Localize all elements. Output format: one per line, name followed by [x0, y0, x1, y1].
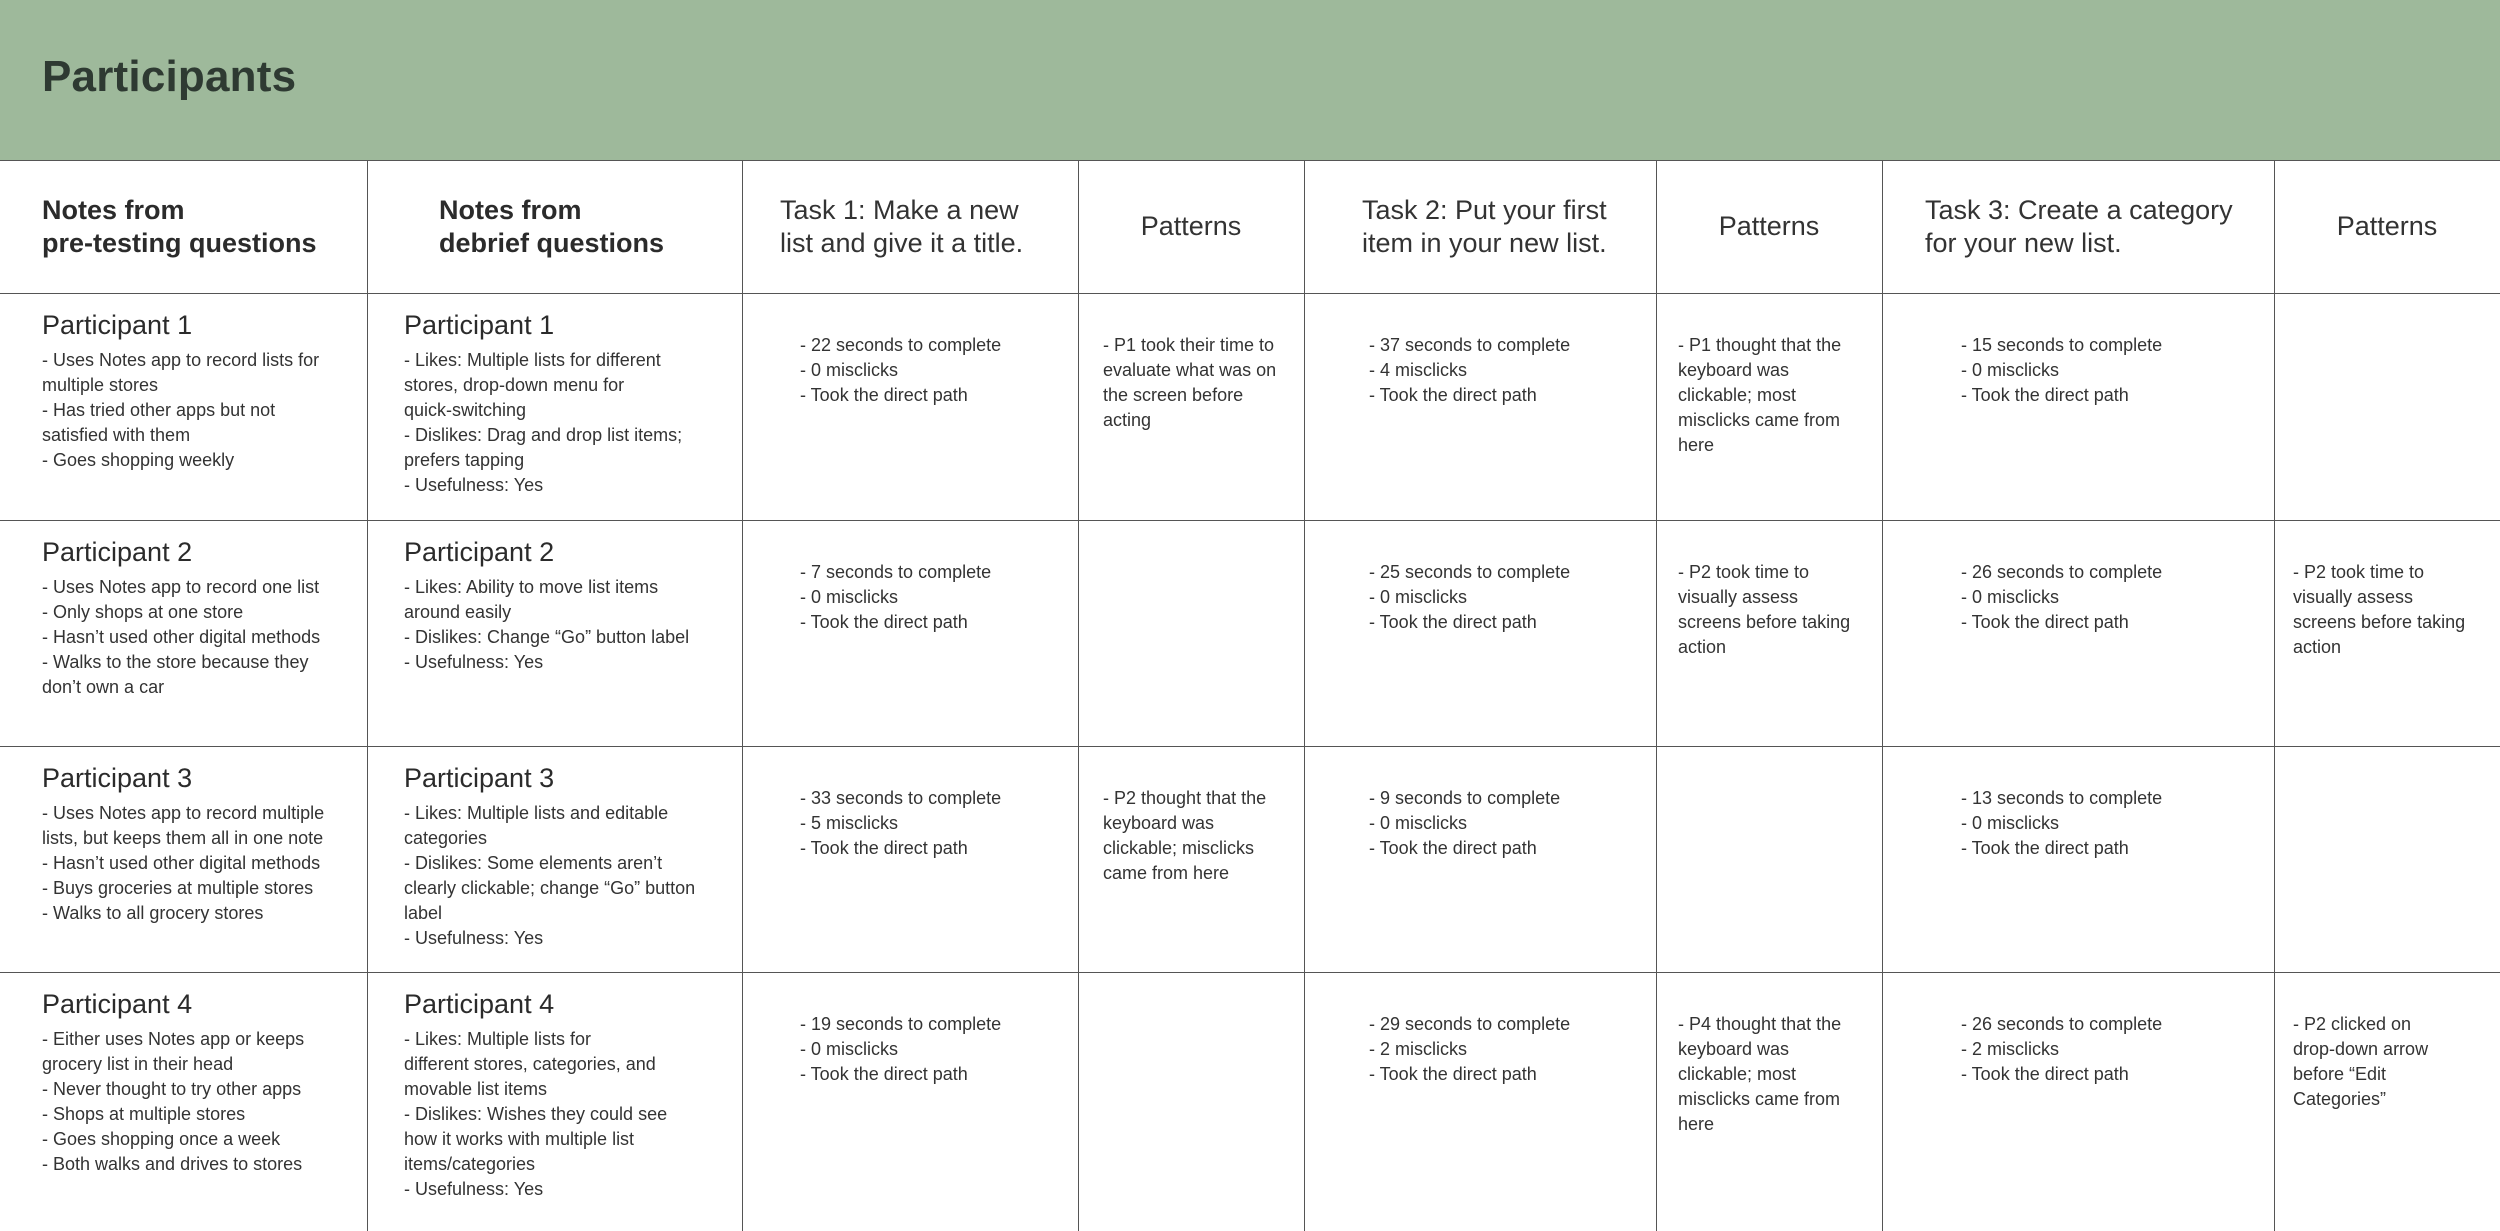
cell-text-line: - Either uses Notes app or keeps [42, 1029, 305, 1049]
column-divider [1882, 160, 1883, 1231]
table-cell-task3 [1961, 333, 2266, 408]
cell-text-line: - Walks to the store because they [42, 652, 309, 672]
cell-text-line: - P2 clicked on [2293, 1014, 2412, 1034]
cell-text-line: - Dislikes: Some elements aren’t [404, 853, 663, 873]
cell-text-line: - Usefulness: Yes [404, 1179, 544, 1199]
cell-text-line: how it works with multiple list [404, 1129, 635, 1149]
cell-text-line: the screen before [1103, 385, 1244, 405]
cell-text-line: - Hasn’t used other digital methods [42, 853, 321, 873]
cell-text-line: - Goes shopping weekly [42, 450, 235, 470]
cell-text-line: grocery list in their head [42, 1054, 234, 1074]
table-cell-debrief [404, 535, 734, 675]
cell-text-line: keyboard was [1678, 360, 1790, 380]
cell-text-line: - Walks to all grocery stores [42, 903, 264, 923]
column-header-label: Notes from debrief questions [439, 194, 665, 258]
row-divider [0, 746, 2500, 747]
table-cell-patterns3 [2293, 1012, 2492, 1112]
cell-text-line: - Took the direct path [800, 612, 968, 632]
cell-text-line: - Took the direct path [1369, 838, 1537, 858]
cell-text-line: visually assess [1678, 587, 1799, 607]
cell-text-line: - Both walks and drives to stores [42, 1154, 303, 1174]
cell-text-line: - 19 seconds to complete [800, 1014, 1002, 1034]
cell-text-line: prefers tapping [404, 450, 525, 470]
cell-text-line: - Usefulness: Yes [404, 928, 544, 948]
cell-text-line: clickable; most [1678, 1064, 1797, 1084]
cell-text-line: - P2 took time to [2293, 562, 2425, 582]
cell-text-line: - 26 seconds to complete [1961, 1014, 2163, 1034]
cell-text-line: misclicks came from [1678, 410, 1841, 430]
cell-text-line: acting [1103, 410, 1152, 430]
column-divider [1078, 160, 1079, 1231]
cell-text-line: - 26 seconds to complete [1961, 562, 2163, 582]
row-divider [0, 293, 2500, 294]
column-header [439, 160, 732, 293]
cell-text-line: came from here [1103, 863, 1230, 883]
column-header-label: Patterns [1140, 211, 1242, 241]
cell-text-line: - 2 misclicks [1961, 1039, 2059, 1059]
cell-text-line: - Took the direct path [1961, 612, 2129, 632]
cell-text-line: - 0 misclicks [800, 587, 898, 607]
cell-text-line: here [1678, 1114, 1715, 1134]
table-cell-patterns2 [1678, 333, 1874, 458]
column-header [1656, 160, 1882, 293]
cell-text-line: - 2 misclicks [1369, 1039, 1467, 1059]
cell-text-line: - Likes: Multiple lists for different [404, 350, 661, 370]
column-divider [742, 160, 743, 1231]
cell-text-line: clearly clickable; change “Go” button [404, 878, 696, 898]
cell-text-line: keyboard was [1678, 1039, 1790, 1059]
cell-text-line: around easily [404, 602, 512, 622]
cell-text-line: - 22 seconds to complete [800, 335, 1002, 355]
table-cell-patterns1 [1103, 786, 1296, 886]
cell-text-line: - Uses Notes app to record lists for [42, 350, 320, 370]
table-cell-debrief [404, 987, 734, 1202]
column-header-label: Patterns [2336, 211, 2438, 241]
table-cell-task3 [1961, 1012, 2266, 1087]
participant-name: Participant 4 [404, 989, 555, 1019]
cell-text-line: multiple stores [42, 375, 159, 395]
cell-text-line: - Only shops at one store [42, 602, 244, 622]
table-cell-task1 [800, 560, 1070, 635]
cell-text-line: screens before taking [1678, 612, 1851, 632]
cell-text-line: evaluate what was on [1103, 360, 1277, 380]
page-title: Participants [42, 52, 297, 101]
row-divider [0, 520, 2500, 521]
column-header-label: Task 3: Create a category for your new list. [1925, 194, 2233, 258]
column-divider [1656, 160, 1657, 1231]
participant-name: Participant 3 [404, 763, 555, 793]
column-header-label: Patterns [1718, 211, 1820, 241]
cell-text-line: - Took the direct path [1961, 385, 2129, 405]
cell-text-line: screens before taking [2293, 612, 2466, 632]
header-banner [0, 0, 2500, 160]
cell-text-line: satisfied with them [42, 425, 191, 445]
cell-text-line: visually assess [2293, 587, 2414, 607]
cell-text-line: don’t own a car [42, 677, 165, 697]
cell-text-line: - 4 misclicks [1369, 360, 1467, 380]
cell-text-line: - 0 misclicks [1961, 813, 2059, 833]
cell-text-line: - Uses Notes app to record multiple [42, 803, 325, 823]
cell-text-line: - 0 misclicks [1369, 813, 1467, 833]
cell-text-line: - Uses Notes app to record one list [42, 577, 320, 597]
cell-text-line: - 0 misclicks [1369, 587, 1467, 607]
table-cell-task2 [1369, 786, 1648, 861]
table-cell-task3 [1961, 786, 2266, 861]
table-cell-task1 [800, 786, 1070, 861]
table-cell-task2 [1369, 333, 1648, 408]
table-cell-pre [42, 761, 359, 926]
cell-text-line: - 0 misclicks [1961, 360, 2059, 380]
cell-text-line: - Took the direct path [800, 838, 968, 858]
cell-text-line: - 0 misclicks [1961, 587, 2059, 607]
participant-name: Participant 4 [42, 989, 193, 1019]
cell-text-line: Categories” [2293, 1089, 2387, 1109]
table-cell-task2 [1369, 560, 1648, 635]
column-divider [1304, 160, 1305, 1231]
cell-text-line: - P2 thought that the [1103, 788, 1267, 808]
cell-text-line: label [404, 903, 443, 923]
cell-text-line: - 9 seconds to complete [1369, 788, 1561, 808]
cell-text-line: - 25 seconds to complete [1369, 562, 1571, 582]
cell-text-line: - Usefulness: Yes [404, 475, 544, 495]
column-header [42, 160, 357, 293]
table-cell-pre [42, 535, 359, 700]
cell-text-line: drop-down arrow [2293, 1039, 2429, 1059]
cell-text-line: - Took the direct path [1369, 385, 1537, 405]
cell-text-line: - Likes: Multiple lists for [404, 1029, 592, 1049]
cell-text-line: - 29 seconds to complete [1369, 1014, 1571, 1034]
cell-text-line: - Dislikes: Drag and drop list items; [404, 425, 683, 445]
cell-text-line: here [1678, 435, 1715, 455]
cell-text-line: - 33 seconds to complete [800, 788, 1002, 808]
table-cell-pre [42, 308, 359, 473]
cell-text-line: - Took the direct path [1961, 838, 2129, 858]
cell-text-line: action [2293, 637, 2342, 657]
cell-text-line: - 15 seconds to complete [1961, 335, 2163, 355]
cell-text-line: stores, drop-down menu for [404, 375, 625, 395]
cell-text-line: - Has tried other apps but not [42, 400, 276, 420]
column-header [1925, 160, 2264, 293]
participant-name: Participant 1 [42, 310, 193, 340]
cell-text-line: - Took the direct path [1369, 612, 1537, 632]
column-header-label: Notes from pre-testing questions [42, 194, 317, 258]
cell-text-line: quick-switching [404, 400, 527, 420]
cell-text-line: - Took the direct path [800, 1064, 968, 1084]
participant-name: Participant 1 [404, 310, 555, 340]
cell-text-line: - Took the direct path [1369, 1064, 1537, 1084]
cell-text-line: - 37 seconds to complete [1369, 335, 1571, 355]
cell-text-line: - Likes: Multiple lists and editable [404, 803, 669, 823]
column-header [1362, 160, 1646, 293]
column-header [2274, 160, 2500, 293]
cell-text-line: - Hasn’t used other digital methods [42, 627, 321, 647]
cell-text-line: different stores, categories, and [404, 1054, 656, 1074]
cell-text-line: misclicks came from [1678, 1089, 1841, 1109]
cell-text-line: lists, but keeps them all in one note [42, 828, 324, 848]
cell-text-line: categories [404, 828, 488, 848]
table-cell-debrief [404, 761, 734, 951]
cell-text-line: action [1678, 637, 1727, 657]
cell-text-line: - Dislikes: Change “Go” button label [404, 627, 690, 647]
cell-text-line: - P4 thought that the [1678, 1014, 1842, 1034]
cell-text-line: clickable; misclicks [1103, 838, 1255, 858]
cell-text-line: - Took the direct path [800, 385, 968, 405]
column-header-label: Task 1: Make a new list and give it a title. [780, 194, 1024, 258]
table-cell-debrief [404, 308, 734, 498]
cell-text-line: - 13 seconds to complete [1961, 788, 2163, 808]
cell-text-line: - 7 seconds to complete [800, 562, 992, 582]
table-cell-patterns3 [2293, 560, 2492, 660]
column-header-label: Task 2: Put your first item in your new list. [1362, 194, 1607, 258]
table-cell-task3 [1961, 560, 2266, 635]
column-header [780, 160, 1068, 293]
cell-text-line: movable list items [404, 1079, 548, 1099]
cell-text-line: - Buys groceries at multiple stores [42, 878, 314, 898]
cell-text-line: - Usefulness: Yes [404, 652, 544, 672]
cell-text-line: - Dislikes: Wishes they could see [404, 1104, 668, 1124]
table-cell-pre [42, 987, 359, 1177]
cell-text-line: - 5 misclicks [800, 813, 898, 833]
row-divider [0, 972, 2500, 973]
cell-text-line: keyboard was [1103, 813, 1215, 833]
column-divider [2274, 160, 2275, 1231]
cell-text-line: before “Edit [2293, 1064, 2387, 1084]
table-cell-patterns1 [1103, 333, 1296, 433]
table-cell-task2 [1369, 1012, 1648, 1087]
cell-text-line: - P1 took their time to [1103, 335, 1275, 355]
cell-text-line: - Shops at multiple stores [42, 1104, 246, 1124]
participant-name: Participant 2 [404, 537, 555, 567]
cell-text-line: - 0 misclicks [800, 1039, 898, 1059]
column-header [1078, 160, 1304, 293]
participant-name: Participant 3 [42, 763, 193, 793]
cell-text-line: - Likes: Ability to move list items [404, 577, 659, 597]
cell-text-line: - 0 misclicks [800, 360, 898, 380]
cell-text-line: - Goes shopping once a week [42, 1129, 281, 1149]
cell-text-line: - Never thought to try other apps [42, 1079, 302, 1099]
cell-text-line: - Took the direct path [1961, 1064, 2129, 1084]
cell-text-line: items/categories [404, 1154, 536, 1174]
table-cell-task1 [800, 333, 1070, 408]
participant-name: Participant 2 [42, 537, 193, 567]
table-cell-patterns2 [1678, 560, 1874, 660]
table-cell-patterns2 [1678, 1012, 1874, 1137]
cell-text-line: - P2 took time to [1678, 562, 1810, 582]
cell-text-line: - P1 thought that the [1678, 335, 1842, 355]
cell-text-line: clickable; most [1678, 385, 1797, 405]
table-cell-task1 [800, 1012, 1070, 1087]
column-divider [367, 160, 368, 1231]
